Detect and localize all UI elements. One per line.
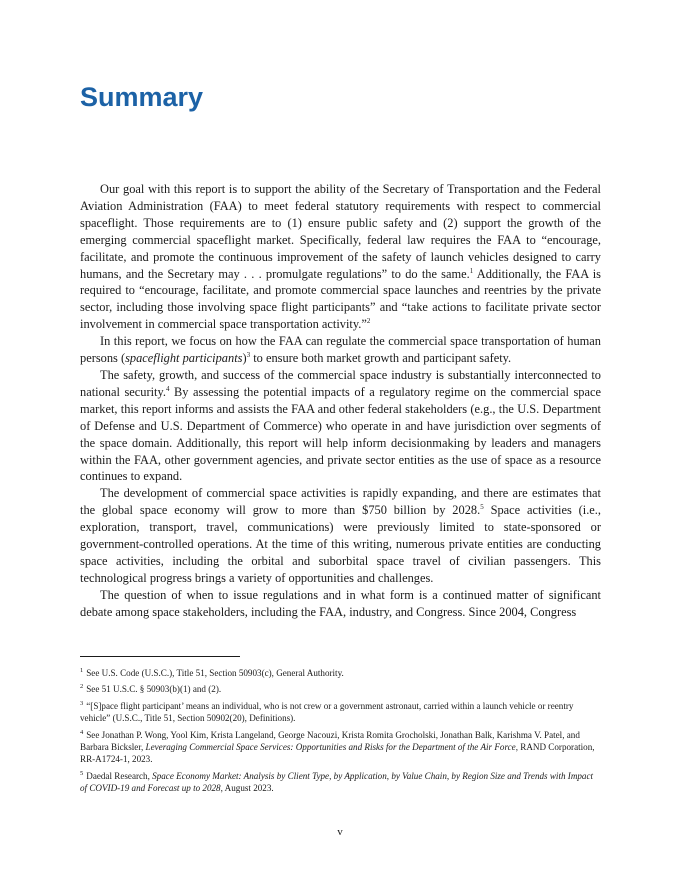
- footnote: [80, 667, 601, 679]
- footnote-number: 2: [80, 683, 84, 691]
- footnote: [80, 683, 601, 695]
- footnote-text: , August 2023.: [220, 783, 274, 794]
- footnote-text: See Jonathan P. Wong, Yool Kim, Krista Langeland, George Nacouzi, Krista Romita Grocholski, Jonathan Balk, Karishma V. Patel, and Barbara Bicksler,: [80, 729, 580, 753]
- footnote: [80, 729, 601, 766]
- footnote-text: Daedal Research,: [86, 770, 153, 781]
- footnote-number: 1: [80, 667, 84, 674]
- text-run: The development of commercial space activities is rapidly expanding, and there are estimates that the global space economy will grow to more than $750 billion by 2028.: [80, 486, 601, 518]
- text-run: Space activities (i.e., exploration, transport, travel, communications) were previously limited to state-sponsored or government-controlled operations. At the time of this writing, numerous private entities are conducting space activities, including the orbital and suborbital space travel of civilian passengers. This technological progress brings a variety of opportunities and challenges.: [80, 503, 602, 585]
- footnote-ref: 2: [366, 317, 371, 326]
- paragraph: [80, 181, 601, 333]
- paragraph: [80, 587, 601, 621]
- footnote: [80, 700, 601, 725]
- footnote-divider: [80, 656, 240, 657]
- body-text: [80, 181, 601, 621]
- text-run: In this report, we focus on how the FAA can regulate the commercial space transportation of human persons (: [80, 334, 601, 366]
- page-title: Summary: [80, 82, 204, 112]
- footnote-text: See 51 U.S.C. § 50903(b)(1) and (2).: [86, 684, 222, 695]
- paragraph: [80, 333, 601, 367]
- footnote-ref: 3: [246, 351, 251, 360]
- footnote-citation-title: Space Economy Market: Analysis by Client Type, by Application, by Value Chain, by Region Size and Trends with Impact of COVID-19 and Forecast up to 2028: [80, 770, 594, 794]
- text-run: The safety, growth, and success of the commercial space industry is substantially interconnected to national security.: [80, 367, 601, 399]
- paragraph: [80, 485, 601, 586]
- italic-term: spaceflight participants: [125, 351, 243, 366]
- text-run: Additionally, the FAA is required to “encourage, facilitate, and promote commercial space launches and reentries by the private sector, including those involving space flight participants” and “take actions to facilitate private sector involvement in commercial space transportation activity.”: [80, 266, 601, 332]
- footnote-number: 4: [80, 728, 84, 736]
- footnote-text: See U.S. Code (U.S.C.), Title 51, Section 50903(c), General Authority.: [86, 668, 344, 678]
- paragraph: [80, 367, 601, 485]
- text-run: By assessing the potential impacts of a regulatory regime on the commercial space market, this report informs and assists the FAA and other federal stakeholders (e.g., the U.S. Department of Defense and U.S. Department of Commerce) who operate in and have jurisdiction over segments of the space domain. Additionally, this report will help inform decisionmaking by leaders and managers within the FAA, other government agencies, and private sector entities as the use of space as a resource continues to expand.: [80, 384, 601, 484]
- footnote-ref: 1: [469, 266, 474, 275]
- footnote-text: “[S]pace flight participant’ means an individual, who is not crew or a government astronaut, carried within a launch vehicle or reentry vehicle” (U.S.C., Title 51, Section 50902(20), Definitions).: [80, 700, 574, 724]
- text-run: Our goal with this report is to support the ability of the Secretary of Transportation and the Federal Aviation Administration (FAA) to meet federal statutory requirements with respect to commercial spaceflight. Those requirements are to (1) ensure public safety and (2) support the growth of the emerging commercial spaceflight market. Specifically, federal law requires the FAA to “encourage, facilitate, and promote the continuous improvement of the safety of launch vehicles designed to carry humans, and the Secretary may . . . promulgate regulations” to do the same.: [80, 182, 601, 281]
- footnote-ref: 4: [165, 384, 170, 393]
- footnote-ref: 5: [480, 503, 484, 512]
- footnote-text: , RAND Corporation, RR-A1724-1, 2023.: [80, 742, 595, 765]
- text-run: ): [242, 351, 247, 366]
- footnote: [80, 770, 601, 795]
- text-run: The question of when to issue regulations and in what form is a continued matter of significant debate among space stakeholders, including the FAA, industry, and Congress. Since 2004, Congress: [80, 587, 601, 619]
- footnote-citation-title: Leveraging Commercial Space Services: Opportunities and Risks for the Department of the Air Force: [145, 742, 516, 753]
- footnote-number: 3: [80, 699, 84, 707]
- footnote-number: 5: [80, 769, 84, 777]
- text-run: to ensure both market growth and participant safety.: [250, 351, 512, 366]
- footnotes: [80, 667, 601, 799]
- page-number: v: [337, 826, 343, 838]
